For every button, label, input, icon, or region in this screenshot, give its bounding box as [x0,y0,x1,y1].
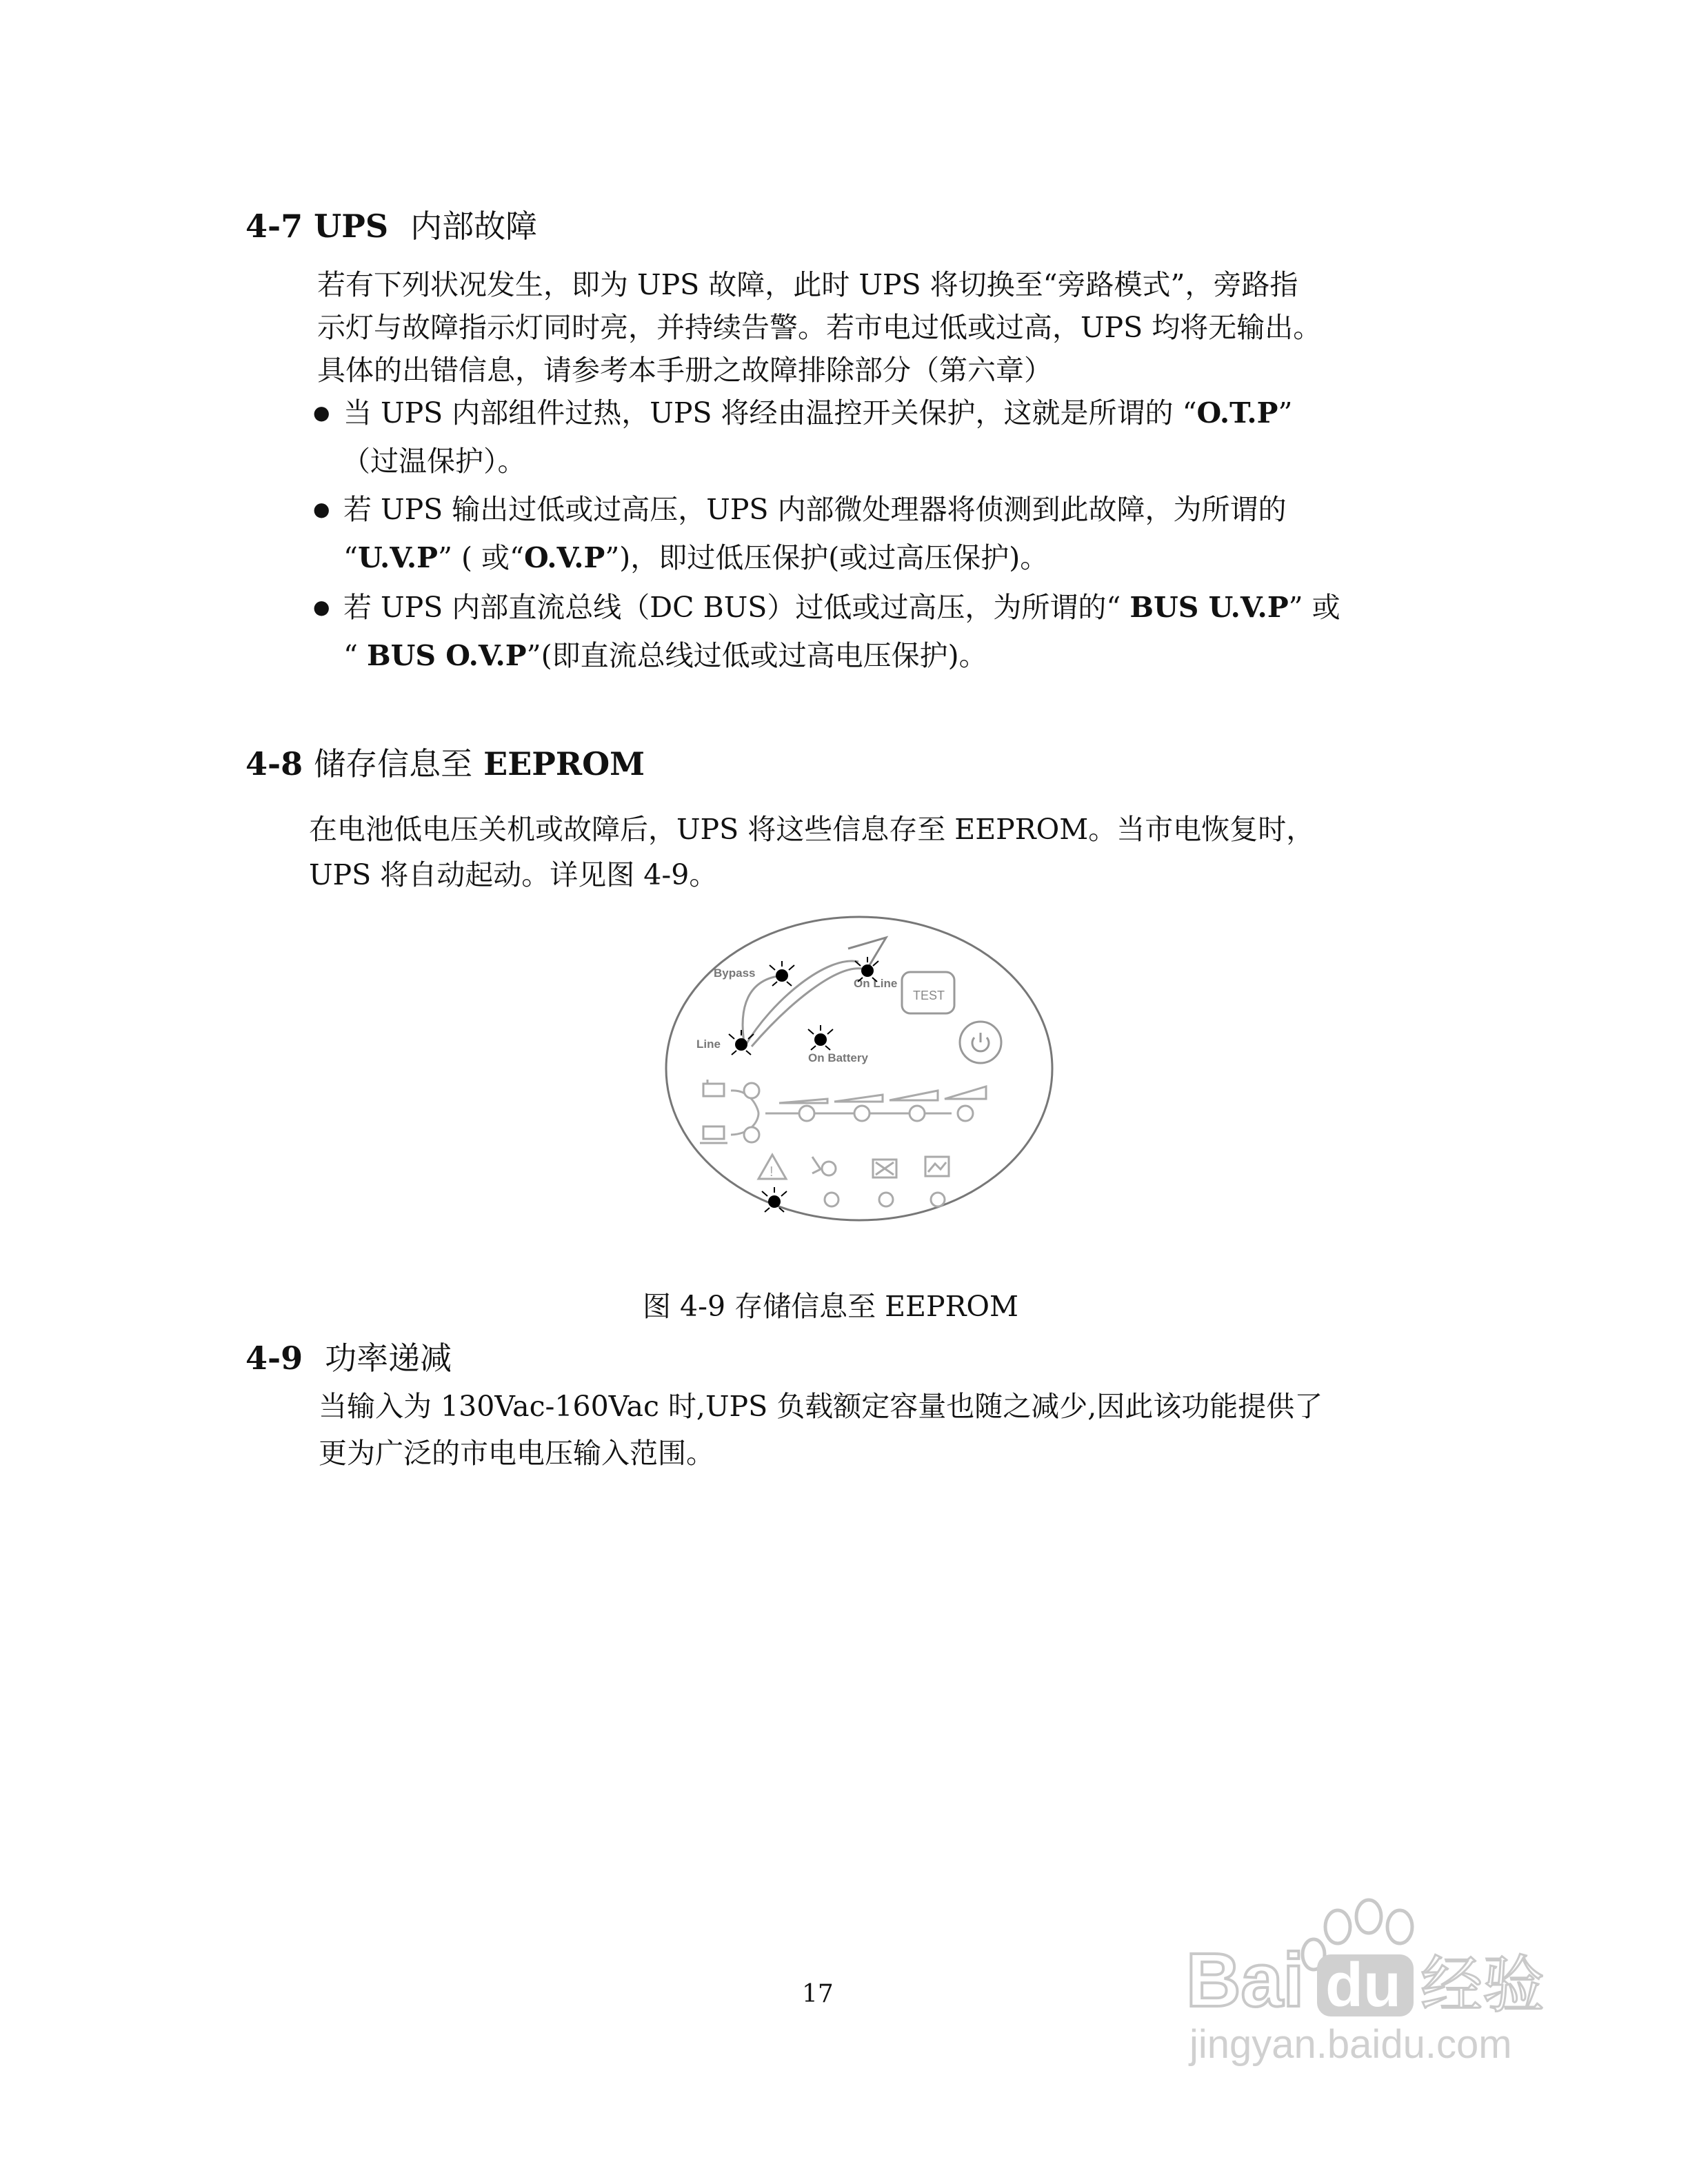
bullet-icon: ● [313,498,330,520]
input-icon [703,1080,724,1096]
line-label: Line [696,1038,721,1051]
battery-replace-icon [925,1157,949,1176]
test-button-label: TEST [913,989,945,1002]
baidu-watermark [1172,1889,1600,2068]
section-4-7-heading: 4-7 UPS 内部故障 [245,208,538,245]
online-label: On Line [854,977,898,990]
svg-text:经验: 经验 [1420,1951,1545,2020]
page-number: 17 [802,1980,834,2008]
power-icon [972,1033,989,1051]
intro-line-2: 示灯与故障指示灯同时亮，并持续告警。若市电过低或过高，UPS 均将无输出。 [317,311,1322,344]
status-leds [825,1193,945,1206]
body-line-2: UPS 将自动起动。详见图 4-9。 [309,858,718,891]
online-arrow-icon [848,938,886,969]
svg-text:Bai: Bai [1186,1938,1305,2023]
bypass-line-arc [743,975,783,1046]
bullet-item-uvp-ovp: ● 若 UPS 输出过低或过高压，UPS 内部微处理器将侦测到此故障，为所谓的 “U.V.P” ( 或“O.V.P”)，即过低压保护(或过高压保护)。 [343,485,1287,582]
level-bars [779,1086,986,1103]
baidu-paw-icon [1172,1889,1600,2068]
warning-mark: ! [770,1164,774,1180]
section-4-7-intro [317,263,1321,392]
body-line-1: 在电池低电压关机或故障后，UPS 将这些信息存至 EEPROM。当市电恢复时， [309,813,1315,846]
bullet-item-bus: ● 若 UPS 内部直流总线（DC BUS）过低或过高压，为所谓的“ BUS U.V.P” 或 “ BUS O.V.P”(即直流总线过低或过高电压保护)。 [343,583,1340,680]
section-4-9-heading: 4-9 功率递减 [245,1339,452,1377]
body-line-1: 当输入为 130Vac-160Vac 时,UPS 负载额定容量也随之减少,因此该功能提供了 [319,1390,1323,1423]
section-4-8-body [309,807,1314,898]
svg-text:jingyan.baidu.com: jingyan.baidu.com [1189,2022,1512,2067]
bypass-label: Bypass [714,967,756,980]
bullet-item-otp: ● 当 UPS 内部组件过热，UPS 将经由温控开关保护，这就是所谓的 “O.T.P” （过温保护）。 [343,389,1292,485]
output-icon [700,1126,727,1143]
svg-text:du: du [1325,1951,1401,2020]
bypass-led [770,961,794,986]
bullet-icon: ● [313,401,330,424]
on-battery-label: On Battery [808,1051,868,1064]
overload-icon [812,1157,836,1175]
body-line-2: 更为广泛的市电电压输入范围。 [319,1437,714,1470]
section-4-9-body [319,1383,1323,1477]
bullet-icon: ● [313,596,330,618]
line-led [729,1030,754,1055]
section-4-8-heading: 4-8 储存信息至 EEPROM [245,745,645,782]
intro-line-1: 若有下列状况发生，即为 UPS 故障，此时 UPS 将切换至“旁路模式”，旁路指 [317,268,1298,301]
battery-fault-icon [873,1160,896,1177]
on-battery-led [808,1025,833,1050]
figure-caption: 图 4-9 存储信息至 EEPROM [643,1290,1019,1323]
panel-outline [666,917,1052,1220]
ups-panel-figure [648,903,1076,1234]
intro-line-3: 具体的出错信息，请参考本手册之故障排除部分（第六章） [317,354,1052,387]
